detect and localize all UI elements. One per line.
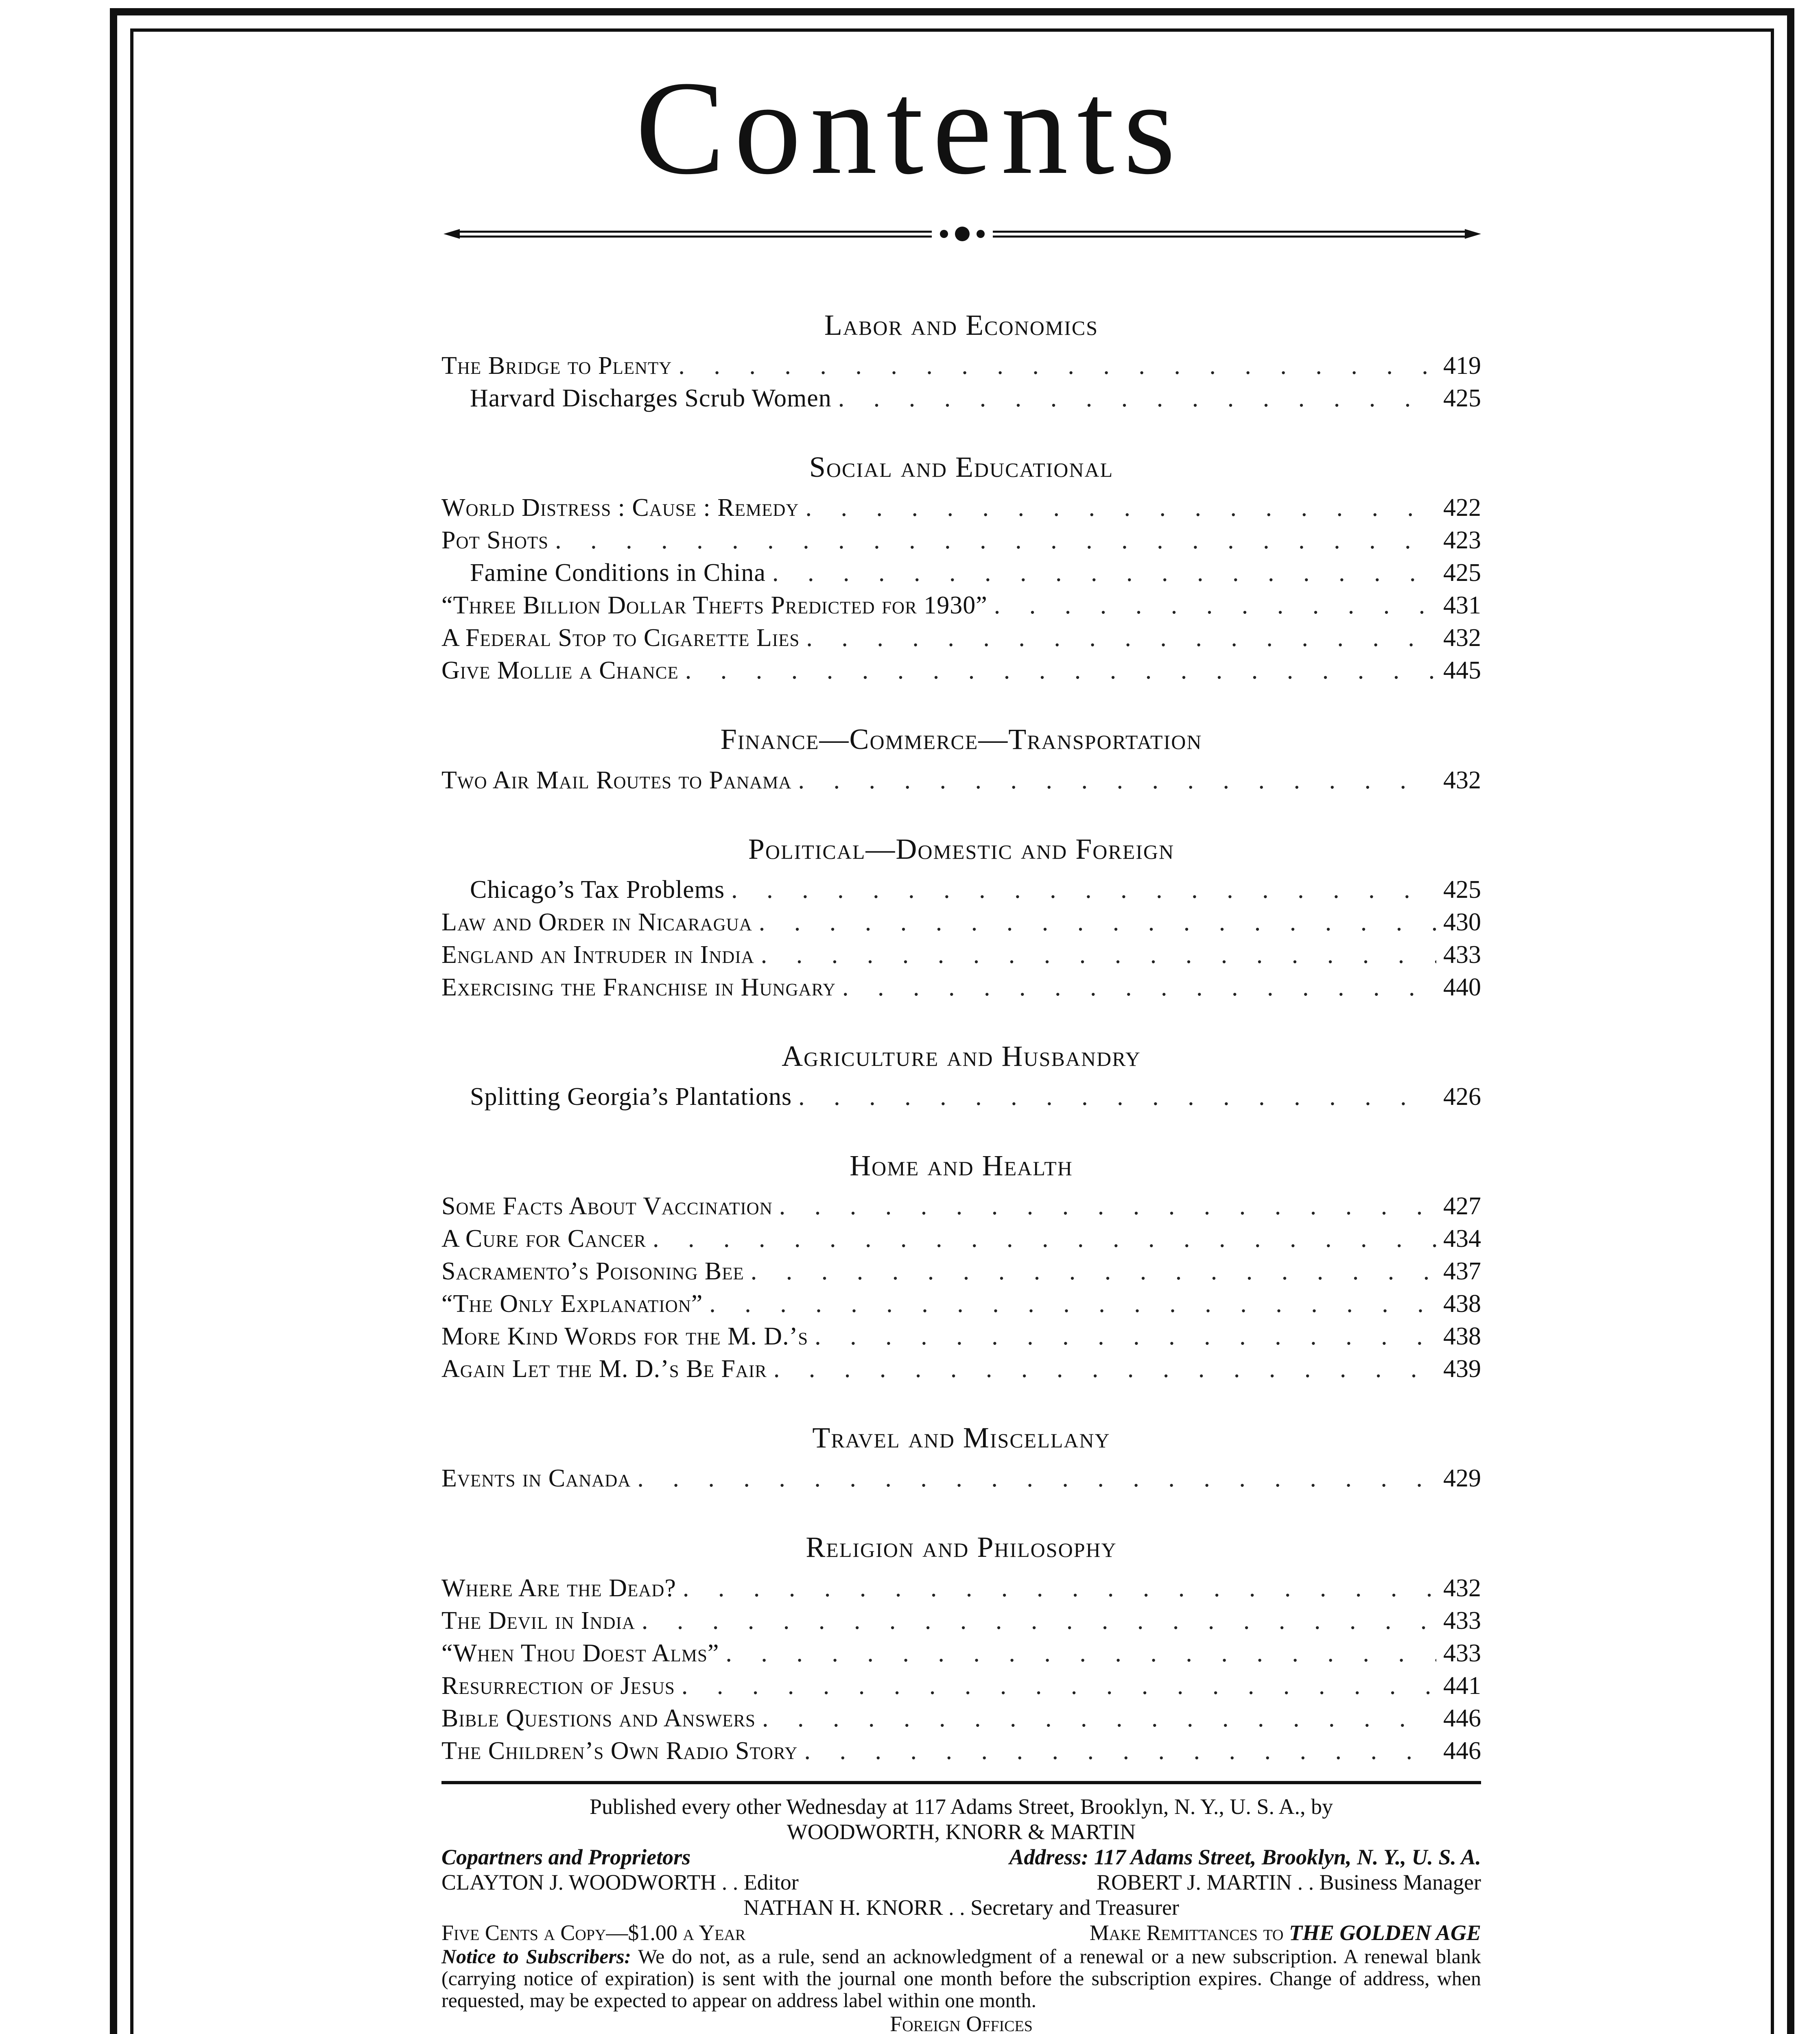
entry-page: 433 — [1443, 1606, 1481, 1635]
entry-page: 426 — [1443, 1082, 1481, 1111]
entry-page: 432 — [1443, 624, 1481, 652]
section-heading: Finance—Commerce—Transportation — [720, 723, 1202, 756]
entry-title: Some Facts About Vaccination — [441, 1192, 773, 1220]
section-heading: Home and Health — [850, 1149, 1073, 1182]
entry-page: 427 — [1443, 1192, 1481, 1220]
entry-title: Again Let the M. D.’s Be Fair — [441, 1355, 767, 1383]
toc-entry — [441, 524, 1481, 557]
entry-page: 440 — [1443, 973, 1481, 1001]
entry-title: Pot Shots — [441, 526, 549, 554]
remit-name: THE GOLDEN AGE — [1289, 1921, 1481, 1945]
dot-leader — [773, 1190, 1436, 1222]
toc-entry — [441, 1572, 1481, 1604]
notice-text: We do not, as a rule, send an acknowledgment of a renewal or a new subscription. A renewal blank (carrying notice of expiration) is sent with the journal one month before the subscription expires. Change of address, when requested, may be expected to appear on address label within one month. — [441, 1945, 1481, 2012]
toc-entry — [441, 764, 1481, 797]
toc-section — [441, 1040, 1481, 1113]
dot-leader — [792, 1080, 1436, 1113]
entry-title: Resurrection of Jesus — [441, 1672, 675, 1700]
dot-leader — [679, 654, 1436, 687]
toc-entry — [441, 1353, 1481, 1385]
dot-leader — [799, 491, 1436, 524]
toc-entry — [441, 382, 1481, 415]
section-heading: Labor and Economics — [824, 309, 1099, 341]
toc-entry — [441, 1670, 1481, 1702]
copartners-line — [441, 1844, 1481, 1870]
colophon-rule — [441, 1781, 1481, 1784]
entry-page: 438 — [1443, 1290, 1481, 1318]
dot-leader — [808, 1320, 1436, 1353]
entry-title: Events in Canada — [441, 1464, 631, 1493]
section-heading: Agriculture and Husbandry — [782, 1039, 1141, 1072]
entry-page: 431 — [1443, 591, 1481, 620]
page-title: Contents — [635, 54, 1185, 202]
dot-leader — [703, 1288, 1436, 1320]
entry-page: 437 — [1443, 1257, 1481, 1285]
toc-entry — [441, 1222, 1481, 1255]
entry-page: 433 — [1443, 1639, 1481, 1667]
dot-leader — [756, 1702, 1436, 1735]
entry-page: 432 — [1443, 1574, 1481, 1602]
entry-page: 432 — [1443, 766, 1481, 794]
dot-leader — [836, 971, 1436, 1004]
secretary: NATHAN H. KNORR . . Secretary and Treasurer — [743, 1895, 1179, 1920]
entry-page: 433 — [1443, 941, 1481, 969]
dot-leader — [832, 382, 1436, 415]
title-ornament — [444, 226, 1481, 242]
foreign-offices-heading: Foreign Offices — [890, 2012, 1033, 2034]
entry-title: World Distress : Cause : Remedy — [441, 494, 799, 522]
entry-page: 438 — [1443, 1323, 1481, 1351]
entry-title: The Children’s Own Radio Story — [441, 1737, 798, 1765]
entry-page: 425 — [1443, 384, 1481, 412]
entry-title: Famine Conditions in China — [470, 559, 766, 587]
dot-leader — [675, 1670, 1436, 1702]
toc-section — [441, 1150, 1481, 1385]
entry-title: “Three Billion Dollar Thefts Predicted for 1930” — [441, 591, 988, 620]
dot-leader — [988, 589, 1436, 622]
entry-title: Where Are the Dead? — [441, 1574, 676, 1602]
toc-entry — [441, 1462, 1481, 1495]
dot-leader — [744, 1255, 1436, 1288]
entry-page: 434 — [1443, 1225, 1481, 1253]
toc-entry — [441, 906, 1481, 938]
entry-title: “When Thou Doest Alms” — [441, 1639, 719, 1667]
staff-line — [441, 1870, 1481, 1895]
dot-leader — [672, 349, 1436, 382]
toc-entry — [441, 873, 1481, 906]
toc-entry — [441, 1190, 1481, 1222]
entry-title: “The Only Explanation” — [441, 1290, 703, 1318]
business-manager: ROBERT J. MARTIN . . Business Manager — [1097, 1870, 1481, 1894]
entry-page: 441 — [1443, 1672, 1481, 1700]
toc-entry — [441, 1255, 1481, 1288]
editor: CLAYTON J. WOODWORTH . . Editor — [441, 1870, 799, 1894]
published-line: Published every other Wednesday at 117 Adams Street, Brooklyn, N. Y., U. S. A., by — [590, 1794, 1333, 1819]
dot-leader — [646, 1222, 1436, 1255]
toc-entry — [441, 1702, 1481, 1735]
toc-section — [441, 451, 1481, 687]
entry-page: 429 — [1443, 1464, 1481, 1493]
dot-leader — [754, 938, 1436, 971]
price: Five Cents a Copy—$1.00 a Year — [441, 1921, 746, 1945]
toc-entry — [441, 1080, 1481, 1113]
dot-leader — [719, 1637, 1436, 1670]
toc-entry — [441, 589, 1481, 622]
entry-title: Sacramento’s Poisoning Bee — [441, 1257, 744, 1285]
dot-leader — [548, 524, 1436, 557]
section-heading: Political—Domestic and Foreign — [748, 832, 1175, 865]
entry-page: 425 — [1443, 559, 1481, 587]
toc-entry — [441, 491, 1481, 524]
entry-title: Give Mollie a Chance — [441, 657, 679, 685]
entry-page: 425 — [1443, 875, 1481, 904]
toc-entry — [441, 1604, 1481, 1637]
entry-page: 446 — [1443, 1704, 1481, 1732]
dot-leader — [797, 1735, 1436, 1767]
dot-leader — [767, 1353, 1436, 1385]
dot-leader — [800, 622, 1436, 654]
entry-page: 419 — [1443, 352, 1481, 380]
toc-entry — [441, 1320, 1481, 1353]
entry-title: More Kind Words for the M. D.’s — [441, 1323, 808, 1351]
toc-section — [441, 1422, 1481, 1495]
entry-title: England an Intruder in India — [441, 941, 754, 969]
price-line — [441, 1920, 1481, 1945]
entry-title: The Bridge to Plenty — [441, 352, 672, 380]
colophon — [441, 1794, 1481, 2034]
entry-page: 430 — [1443, 908, 1481, 936]
entry-title: Law and Order in Nicaragua — [441, 908, 752, 936]
toc-section — [441, 723, 1481, 796]
toc-entry — [441, 1735, 1481, 1767]
entry-page: 422 — [1443, 494, 1481, 522]
subscriber-notice — [441, 1945, 1481, 2011]
section-heading: Travel and Miscellany — [812, 1421, 1110, 1454]
entry-title: Bible Questions and Answers — [441, 1704, 756, 1732]
section-heading: Religion and Philosophy — [806, 1531, 1117, 1564]
entry-page: 446 — [1443, 1737, 1481, 1765]
table-of-contents — [441, 309, 1481, 1767]
entry-title: Exercising the Franchise in Hungary — [441, 973, 836, 1001]
copartners-label: Copartners and Proprietors — [441, 1845, 691, 1869]
notice-label: Notice to Subscribers: — [441, 1945, 631, 1968]
toc-section — [441, 833, 1481, 1004]
dot-leader — [752, 906, 1436, 938]
section-heading: Social and Educational — [809, 451, 1114, 484]
toc-entry — [441, 1288, 1481, 1320]
entry-title: The Devil in India — [441, 1606, 635, 1635]
toc-entry — [441, 622, 1481, 654]
toc-section — [441, 309, 1481, 415]
toc-entry — [441, 1637, 1481, 1670]
toc-entry — [441, 557, 1481, 589]
toc-entry — [441, 654, 1481, 687]
dot-leader — [766, 557, 1436, 589]
entry-title: Chicago’s Tax Problems — [470, 875, 725, 904]
entry-page: 439 — [1443, 1355, 1481, 1383]
toc-entry — [441, 349, 1481, 382]
entry-title: Two Air Mail Routes to Panama — [441, 766, 792, 794]
entry-title: Splitting Georgia’s Plantations — [470, 1082, 792, 1111]
publishers: WOODWORTH, KNORR & MARTIN — [787, 1820, 1136, 1844]
entry-title: Harvard Discharges Scrub Women — [470, 384, 832, 412]
dot-leader — [725, 873, 1436, 906]
remit-label: Make Remittances to — [1089, 1921, 1284, 1945]
entry-title: A Cure for Cancer — [441, 1225, 646, 1253]
dot-leader — [631, 1462, 1436, 1495]
dot-leader — [676, 1572, 1436, 1604]
entry-page: 423 — [1443, 526, 1481, 554]
entry-title: A Federal Stop to Cigarette Lies — [441, 624, 800, 652]
toc-section — [441, 1531, 1481, 1767]
toc-entry — [441, 938, 1481, 971]
address: Address: 117 Adams Street, Brooklyn, N. Y., U. S. A. — [1009, 1845, 1481, 1869]
toc-entry — [441, 971, 1481, 1004]
dot-leader — [635, 1604, 1436, 1637]
dot-leader — [792, 764, 1436, 797]
entry-page: 445 — [1443, 657, 1481, 685]
